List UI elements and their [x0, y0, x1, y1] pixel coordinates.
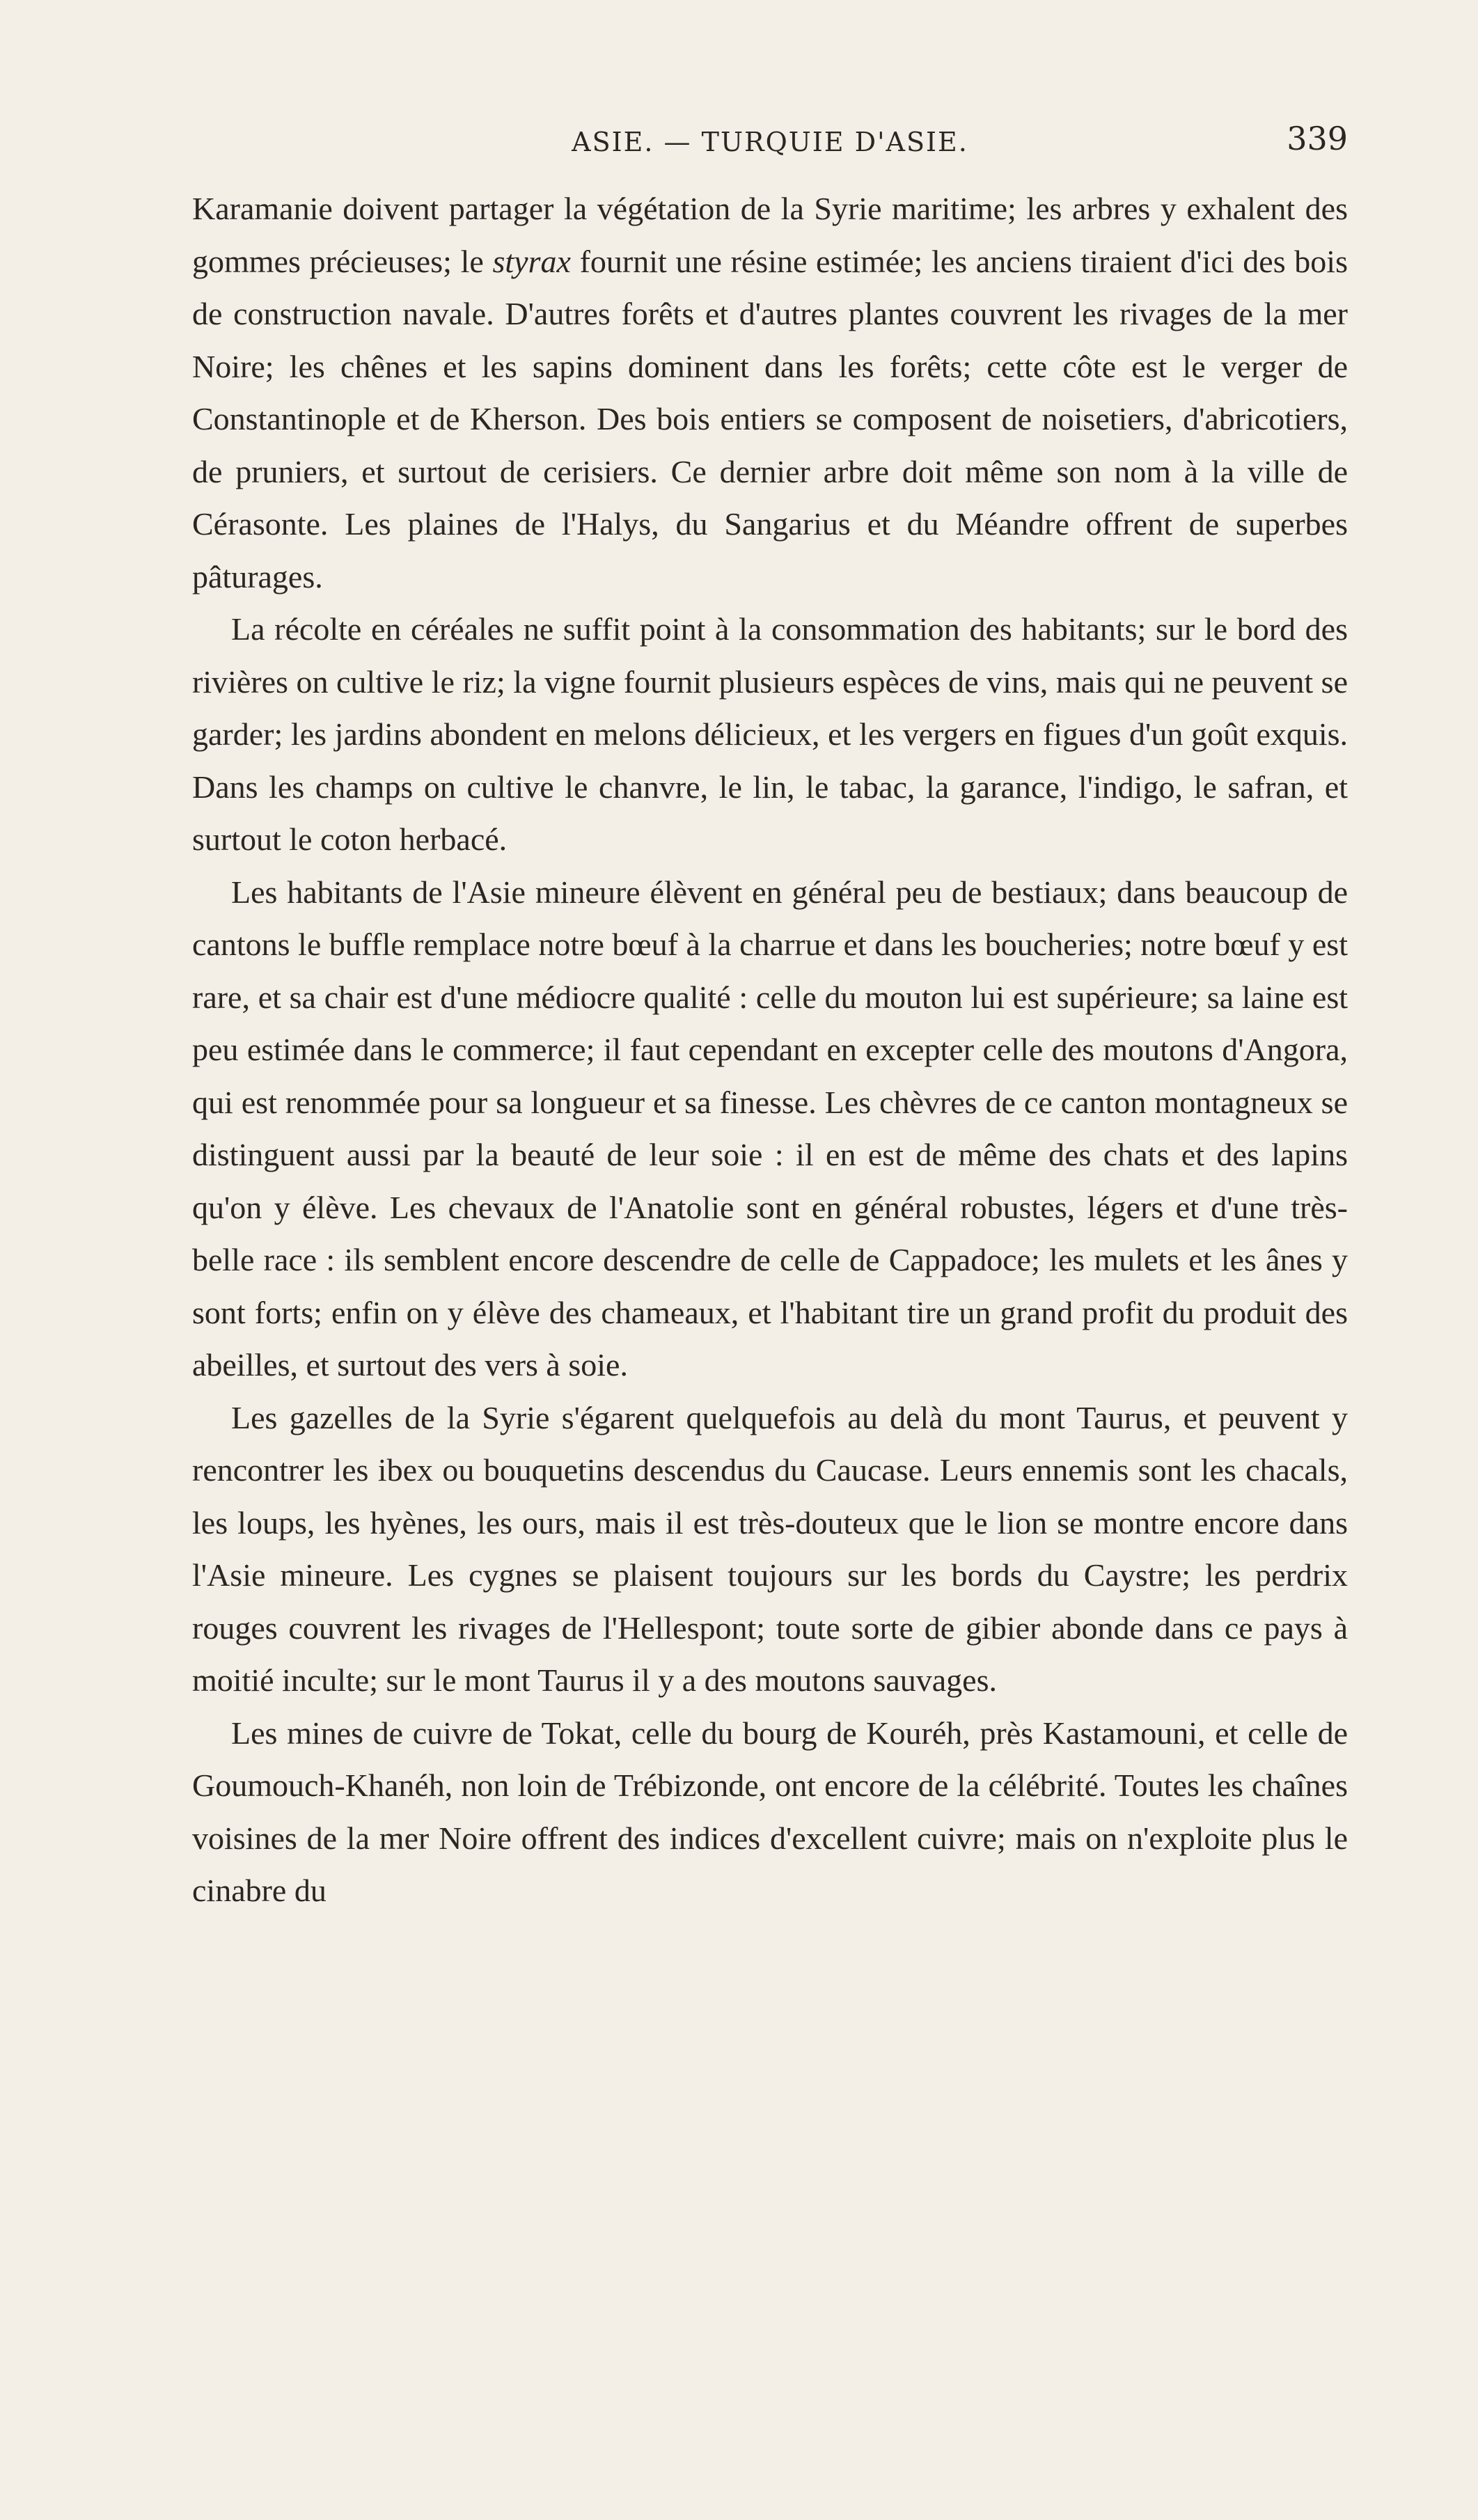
paragraph: Les gazelles de la Syrie s'égarent quelquefois au delà du mont Taurus, et peuvent y rencontrer les ibex ou bouquetins descendus du Caucase. Leurs ennemis sont les chacals, les loups, les hyènes, les ours, mais il est très-douteux que le lion se montre encore dans l'Asie mineure. Les cygnes se plaisent toujours sur les bords du Caystre; les perdrix rouges couvrent les rivages de l'Hellespont; toute sorte de gibier abonde dans ce pays à moitié inculte; sur le mont Taurus il y a des moutons sauvages.: [192, 1399, 1348, 1698]
running-title: ASIE. — TURQUIE D'ASIE.: [572, 127, 968, 157]
italic-term: styrax: [492, 243, 571, 279]
paragraph: La récolte en céréales ne suffit point à la consommation des habitants; sur le bord des rivières on cultive le riz; la vigne fournit plusieurs espèces de vins, mais qui ne peuvent se garder; les jardins abondent en melons délicieux, et les vergers en figues d'un goût exquis. Dans les champs on cultive le chanvre, le lin, le tabac, la garance, l'indigo, le safran, et surtout le coton herbacé.: [192, 611, 1348, 857]
body-text: [192, 182, 1348, 1917]
paragraph: Les habitants de l'Asie mineure élèvent en général peu de bestiaux; dans beaucoup de cantons le buffle remplace notre bœuf à la charrue et dans les boucheries; notre bœuf y est rare, et sa chair est d'une médiocre qualité : celle du mouton lui est supérieure; sa laine est peu estimée dans le commerce; il faut cependant en excepter celle des moutons d'Angora, qui est renommée pour sa longueur et sa finesse. Les chèvres de ce canton montagneux se distinguent aussi par la beauté de leur soie : il en est de même des chats et des lapins qu'on y élève. Les chevaux de l'Anatolie sont en général robustes, légers et d'une très-belle race : ils semblent encore descendre de celle de Cappadoce; les mulets et les ânes y sont forts; enfin on y élève des chameaux, et l'habitant tire un grand profit du produit des abeilles, et surtout des vers à soie.: [192, 874, 1348, 1383]
paragraph-continued: [192, 182, 1348, 603]
paragraph-text: fournit une résine estimée; les anciens tiraient d'ici des bois de construction navale. D'autres forêts et d'autres plantes couvrent les rivages de la mer Noire; les chênes et les sapins dominent dans les forêts; cette côte est le verger de Constantinople et de Kherson. Des bois entiers se composent de noisetiers, d'abricotiers, de pruniers, et surtout de cerisiers. Ce dernier arbre doit même son nom à la ville de Cérasonte. Les plaines de l'Halys, du Sangarius et du Méandre offrent de superbes pâturages.: [192, 243, 1348, 594]
paragraph-text: Karamanie doivent partager la végétation de la Syrie maritime; les arbres y exhalent des gommes précieuses; le: [192, 191, 1348, 279]
paragraph: Les mines de cuivre de Tokat, celle du bourg de Kouréh, près Kastamouni, et celle de Goumouch-Khanéh, non loin de Trébizonde, ont encore de la célébrité. Toutes les chaînes voisines de la mer Noire offrent des indices d'excellent cuivre; mais on n'exploite plus le cinabre du: [192, 1715, 1348, 1908]
page-header: [192, 120, 1348, 168]
page-number: 339: [1287, 120, 1348, 157]
